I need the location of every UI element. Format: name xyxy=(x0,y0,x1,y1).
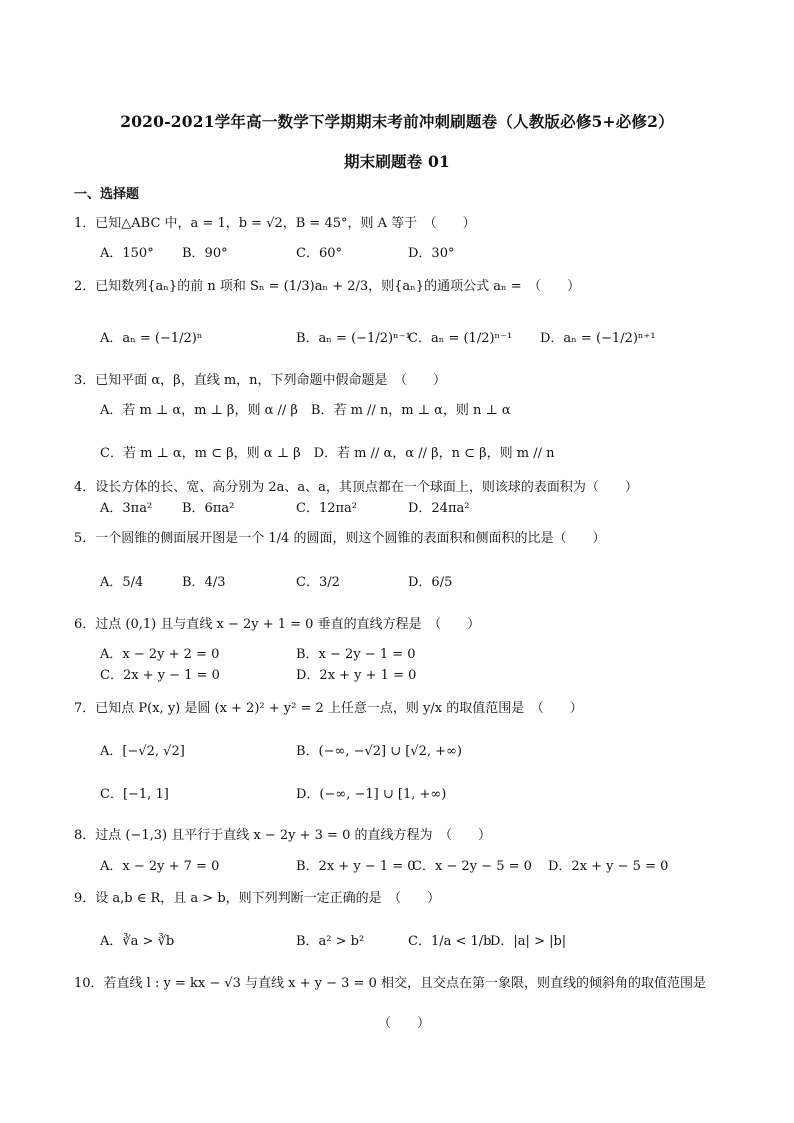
question-2-option-b: B．aₙ = (−1/2)ⁿ⁻¹ xyxy=(296,331,411,346)
section-heading: 一、选择题 xyxy=(74,187,140,202)
question-6-option-b: B．x − 2y − 1 = 0 xyxy=(296,647,416,662)
question-8-stem: 8．过点 (−1,3) 且平行于直线 x − 2y + 3 = 0 的直线方程为 （ ） xyxy=(74,828,491,843)
question-7-stem: 7．已知点 P(x, y) 是圆 (x + 2)² + y² = 2 上任意一点，则 y/x 的取值范围是 （ ） xyxy=(74,701,583,716)
question-2-option-c: C．aₙ = (1/2)ⁿ⁻¹ xyxy=(408,331,513,346)
page-subtitle: 期末刷题卷 01 xyxy=(343,152,451,171)
question-8-option-a: A．x − 2y + 7 = 0 xyxy=(100,859,220,874)
page-title: 2020-2021学年高一数学下学期期末考前冲刺刷题卷（人教版必修5+必修2） xyxy=(120,112,674,131)
question-4-stem: 4．设长方体的长、宽、高分别为 2a、a、a，其顶点都在一个球面上，则该球的表面积为（ ） xyxy=(74,480,638,495)
question-9-option-a: A．∛a > ∛b xyxy=(100,934,175,949)
question-6-option-c: C．2x + y − 1 = 0 xyxy=(100,668,220,683)
question-1-stem: 1．已知△ABC 中，a = 1，b = √2，B = 45°，则 A 等于 （ ） xyxy=(74,216,476,231)
question-10-answer-blank: （ ） xyxy=(378,1016,431,1031)
question-7-option-a: A．[−√2, √2] xyxy=(100,744,185,759)
question-6-option-a: A．x − 2y + 2 = 0 xyxy=(100,647,220,662)
question-1-option-c: C．60° xyxy=(296,246,342,261)
question-5-stem: 5．一个圆锥的侧面展开图是一个 1/4 的圆面，则这个圆锥的表面积和侧面积的比是（ ） xyxy=(74,531,606,546)
question-10-stem: 10．若直线 l : y = kx − √3 与直线 x + y − 3 = 0 相交，且交点在第一象限，则直线的倾斜角的取值范围是 xyxy=(74,976,706,991)
question-3-options-cd: C．若 m ⊥ α，m ⊂ β，则 α ⊥ β D．若 m // α，α // β，n ⊂ β，则 m // n xyxy=(100,446,555,461)
question-5-option-c: C．3/2 xyxy=(296,575,340,590)
question-4-option-d: D．24πa² xyxy=(408,501,470,516)
question-1-option-d: D．30° xyxy=(408,246,455,261)
question-9-option-b: B．a² > b² xyxy=(296,934,365,949)
question-4-option-a: A．3πa² xyxy=(100,501,153,516)
question-9-option-c: C．1/a < 1/b xyxy=(408,934,492,949)
question-4-option-c: C．12πa² xyxy=(296,501,357,516)
question-7-option-c: C．[−1, 1] xyxy=(100,787,169,802)
question-1-option-a: A．150° xyxy=(100,246,154,261)
question-1-option-b: B．90° xyxy=(182,246,228,261)
question-6-option-d: D．2x + y + 1 = 0 xyxy=(296,668,417,683)
question-6-stem: 6．过点 (0,1) 且与直线 x − 2y + 1 = 0 垂直的直线方程是 （ ） xyxy=(74,617,481,632)
question-7-option-d: D．(−∞, −1] ∪ [1, +∞) xyxy=(296,787,447,802)
question-7-option-b: B．(−∞, −√2] ∪ [√2, +∞) xyxy=(296,744,462,759)
question-4-option-b: B．6πa² xyxy=(182,501,235,516)
question-9-stem: 9．设 a,b ∈ R，且 a > b，则下列判断一定正确的是 （ ） xyxy=(74,891,441,906)
question-8-option-c: C．x − 2y − 5 = 0 xyxy=(412,859,532,874)
question-9-option-d: D．|a| > |b| xyxy=(490,934,567,949)
question-5-option-b: B．4/3 xyxy=(182,575,226,590)
question-2-option-a: A．aₙ = (−1/2)ⁿ xyxy=(100,331,203,346)
question-5-option-d: D．6/5 xyxy=(408,575,453,590)
question-3-stem: 3．已知平面 α，β，直线 m，n，下列命题中假命题是 （ ） xyxy=(74,373,447,388)
question-2-option-d: D．aₙ = (−1/2)ⁿ⁺¹ xyxy=(540,331,656,346)
question-3-options-ab: A．若 m ⊥ α，m ⊥ β，则 α // β B．若 m // n，m ⊥ α，则 n ⊥ α xyxy=(100,403,511,418)
question-2-stem: 2．已知数列{aₙ}的前 n 项和 Sₙ = (1/3)aₙ + 2/3，则{aₙ}的通项公式 aₙ = （ ） xyxy=(74,279,581,294)
question-5-option-a: A．5/4 xyxy=(100,575,144,590)
question-8-option-b: B．2x + y − 1 = 0 xyxy=(296,859,416,874)
question-8-option-d: D．2x + y − 5 = 0 xyxy=(548,859,669,874)
